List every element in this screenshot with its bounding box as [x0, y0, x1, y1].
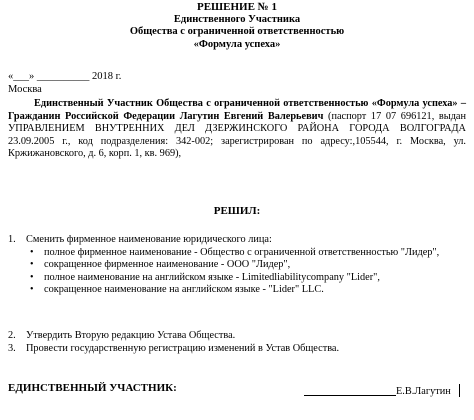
intro-paragraph	[8, 98, 466, 161]
sub-list-item-text: полное фирменное наименование - Общество с ограниченной ответственностью "Лидер",	[44, 246, 440, 258]
document-header	[0, 1, 474, 51]
bullet-icon: •	[30, 246, 34, 258]
intro-passport-details: (паспорт 17 07 696121, выдан УПРАВЛЕНИЕМ ВНУТРЕННИХ ДЕЛ ДЗЕРЖИНСКОГО РАЙОНА ГОРОДА ВОЛГОГРАДА 23.09.2005 г., код подразделения: 342-002; зарегистрирован по адресу:,105544, г. Москва, ул. Кржижановского, д. 6, корп. 1, кв. 969),	[8, 110, 467, 160]
resolved-heading: РЕШИЛ:	[213, 205, 261, 217]
list-item	[8, 329, 468, 342]
sub-list-item	[30, 247, 468, 260]
date-and-city	[8, 70, 468, 96]
document-date: «___» __________ 2018 г.	[8, 71, 122, 82]
bullet-icon: •	[30, 271, 34, 283]
list-item-number: 3.	[8, 343, 16, 354]
name-change-sublist	[30, 247, 468, 297]
sub-list-item-text: сокращенное фирменное наименование - ООО "Лидер",	[44, 259, 291, 271]
list-item-text: Провести государственную регистрацию изменений в Устав Общества.	[26, 343, 340, 354]
sub-list-item	[30, 259, 468, 272]
decision-list-continued	[8, 329, 468, 355]
text-cursor	[459, 384, 460, 397]
sub-list-item-text: полное наименование на английском языке - Limitedliabilitycompany "Lider",	[44, 271, 380, 283]
list-item-number: 2.	[8, 330, 16, 341]
sub-list-item	[30, 272, 468, 285]
list-item	[8, 342, 468, 355]
header-line-participant: Единственного Участника	[173, 13, 301, 25]
list-item-text: Сменить фирменное наименование юридического лица:	[26, 234, 272, 245]
signature-label: ЕДИНСТВЕННЫЙ УЧАСТНИК:	[8, 382, 177, 394]
header-line-company-type: Общества с ограниченной ответственностью	[129, 26, 345, 37]
document-city: Москва	[8, 84, 42, 95]
document-title: РЕШЕНИЕ № 1	[197, 1, 277, 13]
decision-list	[8, 234, 468, 297]
sub-list-item	[30, 284, 468, 297]
list-item-number: 1.	[8, 234, 16, 245]
signature-line	[304, 395, 396, 396]
intro-participant-bold: Единственный Участник Общества с ограниченной ответственностью «Формула успеха» – Гражданин Российской Федерации Лагутин Евгений Валерьевич	[8, 98, 466, 122]
list-item	[8, 234, 468, 247]
header-line-company-name: «Формула успеха»	[193, 38, 281, 50]
bullet-icon: •	[30, 259, 34, 271]
list-item-text: Утвердить Вторую редакцию Устава Общества.	[26, 330, 236, 341]
signature-name: Е.В.Лагутин	[396, 386, 451, 397]
bullet-icon: •	[30, 284, 34, 296]
sub-list-item-text: сокращенное наименование на английском языке - "Lider" LLC.	[44, 284, 324, 296]
